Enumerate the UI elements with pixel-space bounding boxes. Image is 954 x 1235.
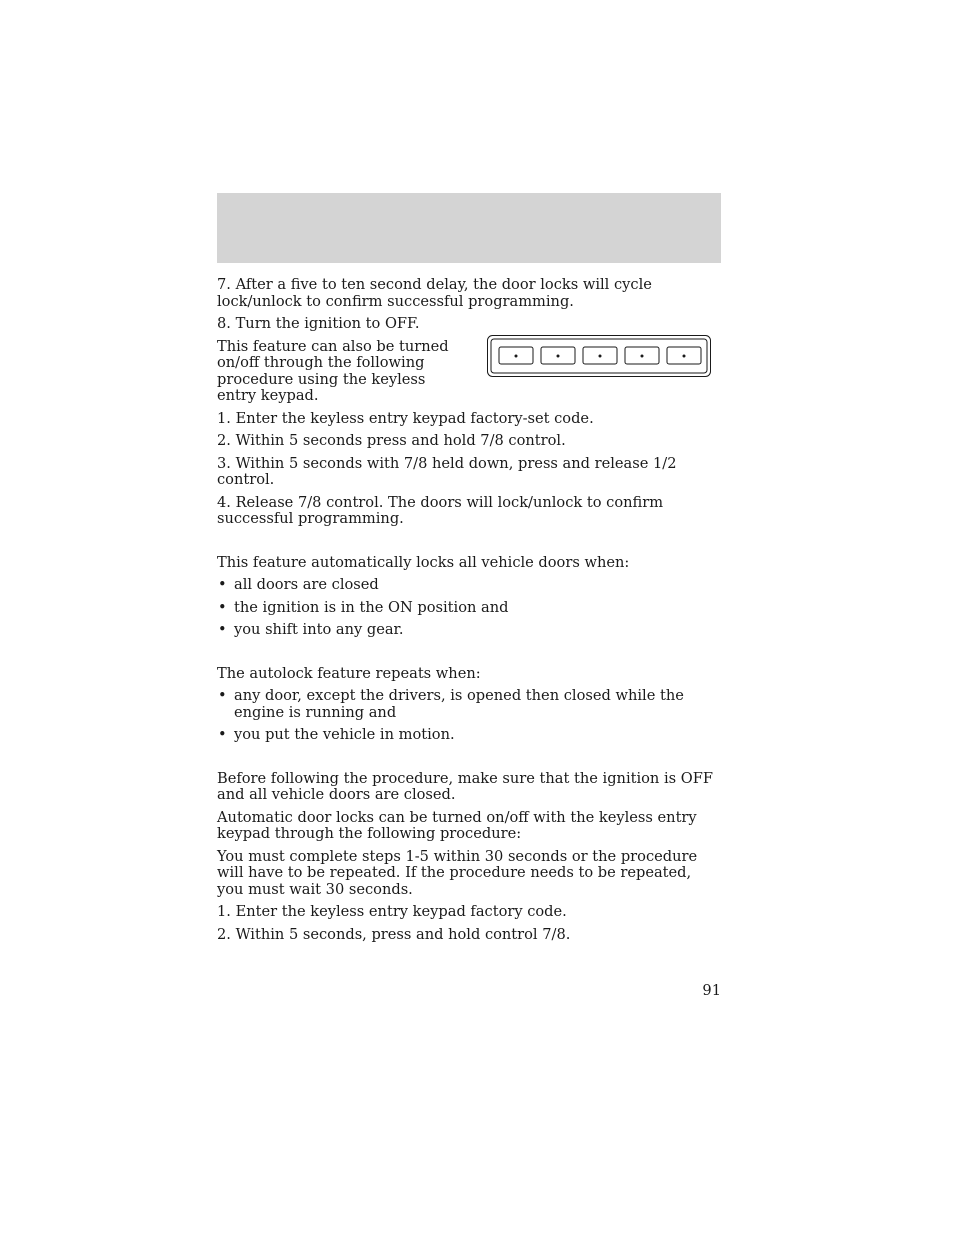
keypad-button-5 [667,347,701,364]
list-item: • the ignition is in the ON position and [217,600,721,617]
list-item: • you put the vehicle in motion. [217,727,721,744]
list-item: • any door, except the drivers, is opened then closed while the engine is running and [217,688,721,721]
page-content [217,277,721,949]
procedure-step-4: 4. Release 7/8 control. The doors will lock/unlock to confirm successful programming. [217,493,664,527]
autolock-conditions-list [217,577,721,639]
section-header-band [217,193,721,263]
keypad-button-1 [499,347,533,364]
list-item: • you shift into any gear. [217,622,721,639]
autolock-repeat-intro: The autolock feature repeats when: [217,664,481,682]
procedure-step-1: 1. Enter the keyless entry keypad factory-set code. [217,409,594,427]
step-7: 7. After a five to ten second delay, the door locks will cycle lock/unlock to confirm successful programming. [217,276,652,310]
procedure-note: Before following the procedure, make sure that the ignition is OFF and all vehicle doors are closed. [217,769,713,803]
autolock-intro: This feature automatically locks all vehicle doors when: [217,553,630,571]
auto-lock-step-2: 2. Within 5 seconds, press and hold control 7/8. [217,925,571,943]
keypad-intro-text: This feature can also be turned on/off through the following procedure using the keyless entry keypad. [217,337,449,404]
page-number: 91 [702,982,721,999]
section-gap [217,750,721,771]
procedure-description: Automatic door locks can be turned on/off with the keyless entry keypad through the following procedure: [217,808,697,842]
keypad-button-4 [625,347,659,364]
keypad-button-2 [541,347,575,364]
section-gap [217,534,721,555]
autolock-repeat-list [217,688,721,744]
procedure-timing-note: You must complete steps 1-5 within 30 seconds or the procedure will have to be repeated. If the procedure needs to be repeated, you must wait 30 seconds. [217,847,698,898]
procedure-step-2: 2. Within 5 seconds press and hold 7/8 control. [217,432,566,449]
procedure-step-3: 3. Within 5 seconds with 7/8 held down, press and release 1/2 control. [217,454,677,488]
list-item: • all doors are closed [217,577,721,594]
keyless-entry-keypad-illustration [487,335,711,377]
section-gap [217,645,721,666]
auto-lock-step-1: 1. Enter the keyless entry keypad factory code. [217,903,567,920]
keypad-button-3 [583,347,617,364]
step-8: 8. Turn the ignition to OFF. [217,315,420,332]
keypad-intro-row [217,339,721,405]
